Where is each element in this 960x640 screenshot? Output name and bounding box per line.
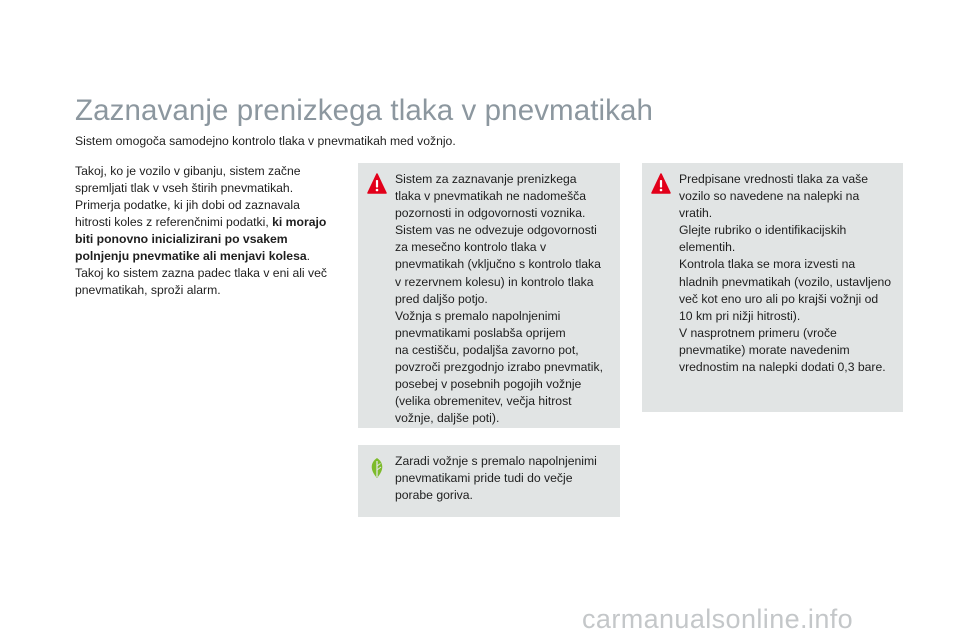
- eco-tip-box: [358, 445, 620, 517]
- page-title: Zaznavanje prenizkega tlaka v pnevmatikah: [75, 94, 654, 127]
- pressure-values-note-box: [642, 163, 903, 412]
- note-line: več kot eno uro ali po krajši vožnji od: [679, 291, 879, 306]
- note-line: V nasprotnem primeru (vroče: [679, 325, 837, 340]
- pressure-values-note-text: [679, 171, 891, 376]
- note-line: pozornosti in odgovornosti voznika.: [395, 206, 586, 221]
- note-line: za mesečno kontrolo tlaka v: [395, 240, 547, 255]
- body-line: spremljati tlak v vseh štirih pnevmatikah.: [75, 181, 294, 195]
- watermark: carmanualsonline.info: [582, 604, 854, 634]
- body-line: Primerja podatke, ki jih dobi od zaznavala: [75, 198, 300, 212]
- eco-tip-text: [395, 453, 597, 504]
- body-paragraph: [75, 163, 343, 299]
- note-line: Kontrola tlaka se mora izvesti na: [679, 257, 856, 272]
- note-line: Zaradi vožnje s premalo napolnjenimi: [395, 454, 597, 468]
- warning-note-box: [358, 163, 620, 428]
- note-line: pnevmatikami pride tudi do večje: [395, 471, 573, 486]
- body-line-text: hitrosti koles z referenčnimi podatki,: [75, 215, 269, 229]
- note-line: tlaka v pnevmatikah ne nadomešča: [395, 189, 587, 204]
- note-line: povzroči prezgodnjo izrabo pnevmatik,: [395, 360, 603, 375]
- note-line: vrednostim na nalepki dodati 0,3 bare.: [679, 360, 886, 375]
- note-line: vožnje, daljše poti).: [395, 411, 500, 426]
- warning-icon: [651, 173, 671, 195]
- note-line: hladnih pnevmatikah (vozilo, ustavljeno: [679, 274, 892, 289]
- note-line: (velika obremenitev, večja hitrost: [395, 394, 572, 409]
- body-emphasis: polnjenju pnevmatike ali menjavi kolesa: [75, 249, 307, 263]
- body-line: [75, 231, 343, 248]
- warning-note-text: [395, 171, 603, 427]
- body-line: polnjenju pnevmatike ali menjavi kolesa.: [75, 249, 311, 263]
- note-line: porabe goriva.: [395, 488, 473, 503]
- note-line: posebej v posebnih pogojih vožnje: [395, 377, 582, 392]
- note-line: pred daljšo potjo.: [395, 291, 488, 306]
- note-line: v rezervnem kolesu) in kontrolo tlaka: [395, 274, 594, 289]
- note-line: vratih.: [679, 206, 713, 221]
- body-emphasis: biti ponovno inicializirani po vsakem: [75, 232, 288, 246]
- note-line: 10 km pri nižji hitrosti).: [679, 308, 801, 323]
- body-line: Takoj, ko je vozilo v gibanju, sistem začne: [75, 164, 301, 178]
- body-line: Takoj ko sistem zazna padec tlaka v eni ali več: [75, 266, 327, 280]
- body-emphasis: ki morajo: [272, 215, 327, 229]
- body-line: [75, 214, 343, 231]
- eco-leaf-icon: [367, 457, 387, 479]
- note-line: pnevmatike) morate navedenim: [679, 342, 850, 357]
- note-line: Glejte rubriko o identifikacijskih: [679, 223, 847, 238]
- note-line: vozilo so navedene na nalepki na: [679, 189, 860, 204]
- note-line: Sistem vas ne odvezuje odgovornosti: [395, 223, 597, 238]
- note-line: elementih.: [679, 240, 736, 255]
- note-line: Predpisane vrednosti tlaka za vaše: [679, 172, 869, 186]
- intro-text: Sistem omogoča samodejno kontrolo tlaka v pnevmatikah med vožnjo.: [75, 134, 456, 148]
- note-line: Sistem za zaznavanje prenizkega: [395, 172, 577, 186]
- warning-icon: [367, 173, 387, 195]
- note-line: pnevmatikami poslabša oprijem: [395, 325, 566, 340]
- note-line: Vožnja s premalo napolnjenimi: [395, 308, 561, 323]
- note-line: na cestišču, podaljša zavorno pot,: [395, 342, 579, 357]
- note-line: pnevmatikah (vključno s kontrolo tlaka: [395, 257, 601, 272]
- body-line: pnevmatikah, sproži alarm.: [75, 283, 221, 297]
